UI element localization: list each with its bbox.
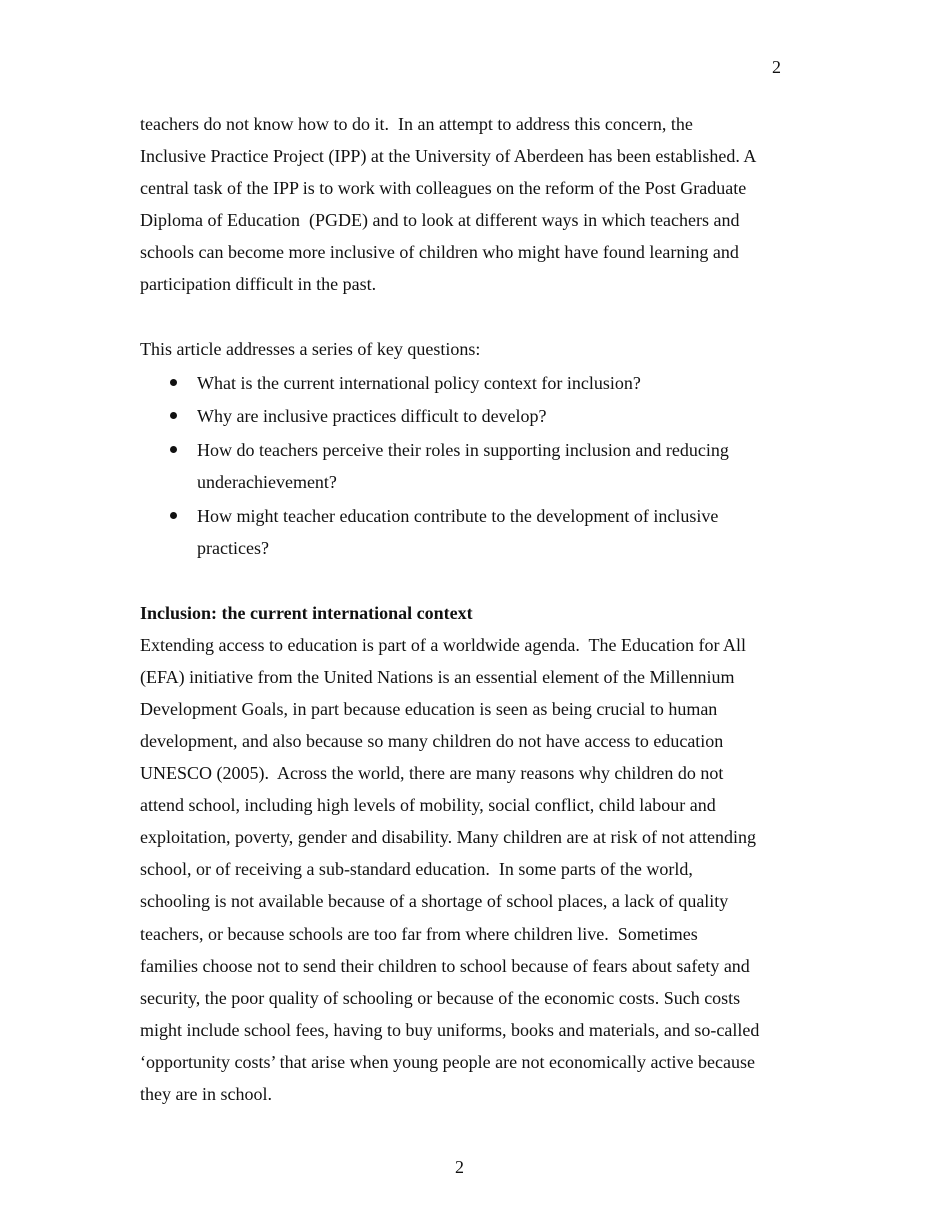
text-line: families choose not to send their children to school because of fears about safety and: [140, 956, 750, 976]
question-text: What is the current international policy context for inclusion?: [197, 373, 641, 393]
text-line: development, and also because so many children do not have access to education: [140, 731, 724, 751]
text-line: (EFA) initiative from the United Nations is an essential element of the Millennium: [140, 667, 735, 687]
text-line: Development Goals, in part because education is seen as being crucial to human: [140, 699, 718, 719]
text-line: schooling is not available because of a shortage of school places, a lack of quality: [140, 891, 729, 911]
text-line: Inclusive Practice Project (IPP) at the University of Aberdeen has been established. A: [140, 146, 757, 166]
question-text: practices?: [197, 538, 269, 558]
text-line: central task of the IPP is to work with colleagues on the reform of the Post Graduate: [140, 178, 747, 198]
section-heading: Inclusion: the current international context: [140, 603, 473, 623]
text-line: UNESCO (2005). Across the world, there are many reasons why children do not: [140, 763, 724, 783]
text-line: exploitation, poverty, gender and disability. Many children are at risk of not attending: [140, 827, 756, 847]
text-line: teachers do not know how to do it. In an attempt to address this concern, the: [140, 114, 693, 134]
text-line: schools can become more inclusive of children who might have found learning and: [140, 242, 739, 262]
question-text: How do teachers perceive their roles in supporting inclusion and reducing: [197, 440, 729, 460]
bullet-icon: [170, 512, 177, 519]
text-line: Extending access to education is part of a worldwide agenda. The Education for All: [140, 635, 746, 655]
text-line: Diploma of Education (PGDE) and to look at different ways in which teachers and: [140, 210, 740, 230]
text-line: school, or of receiving a sub-standard education. In some parts of the world,: [140, 859, 693, 879]
bullet-icon: [170, 412, 177, 419]
text-line: attend school, including high levels of mobility, social conflict, child labour and: [140, 795, 716, 815]
questions-lead: This article addresses a series of key questions:: [140, 339, 481, 359]
text-line: participation difficult in the past.: [140, 274, 377, 294]
text-line: ‘opportunity costs’ that arise when young people are not economically active because: [140, 1052, 755, 1072]
text-line: security, the poor quality of schooling or because of the economic costs. Such costs: [140, 988, 741, 1008]
question-text: Why are inclusive practices difficult to develop?: [197, 406, 547, 426]
text-line: they are in school.: [140, 1084, 272, 1104]
bullet-icon: [170, 379, 177, 386]
page-number-top: 2: [772, 57, 781, 77]
question-text: How might teacher education contribute to the development of inclusive: [197, 506, 719, 526]
question-text: underachievement?: [197, 472, 337, 492]
text-line: might include school fees, having to buy uniforms, books and materials, and so-called: [140, 1020, 760, 1040]
page-number-bottom: 2: [455, 1157, 464, 1177]
text-line: teachers, or because schools are too far from where children live. Sometimes: [140, 924, 698, 944]
bullet-icon: [170, 446, 177, 453]
